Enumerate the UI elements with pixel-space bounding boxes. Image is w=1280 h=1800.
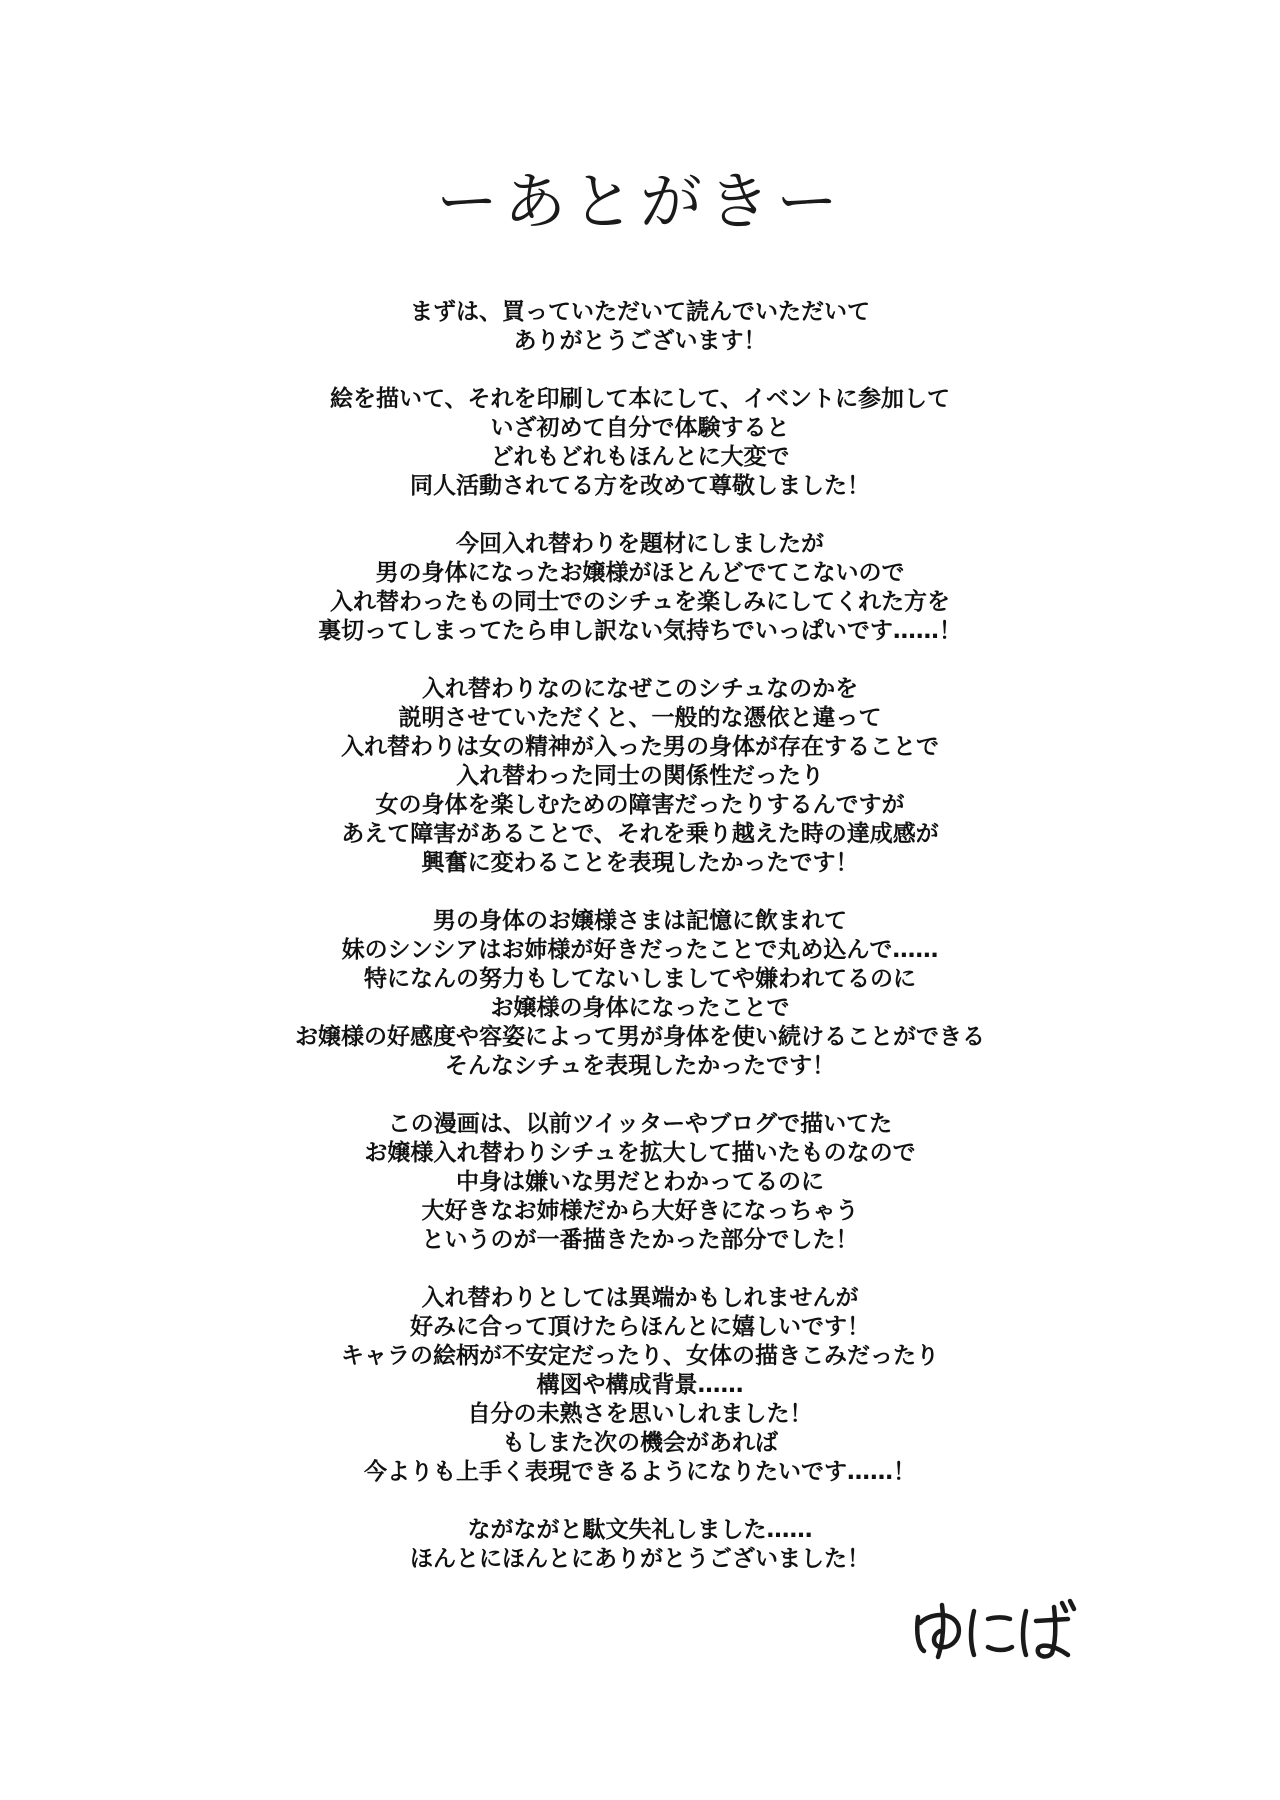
text-line: どれもどれもほんとに大変で [490,444,790,470]
text-line: ありがとうございます！ [513,328,767,354]
text-line: ほんとにほんとにありがとうございました！ [410,1546,870,1572]
text-line: 入れ替わりは女の精神が入った男の身体が存在することで [341,734,939,760]
paragraph [0,907,1280,1081]
text-line: 説明させていただくと、一般的な憑依と違って [398,705,882,731]
text-line: 興奮に変わることを表現したかったです！ [421,850,859,876]
text-line: キャラの絵柄が不安定だったり、女体の描きこみだったり [341,1343,939,1369]
text-line: というのが一番描きたかった部分でした！ [421,1227,859,1253]
paragraph [0,385,1280,501]
text-line: この漫画は、以前ツイッターやブログで描いてた [387,1111,893,1137]
text-line: 好みに合って頂けたらほんとに嬉しいです！ [410,1314,870,1340]
text-line: お嬢様入れ替わりシチュを拡大して描いたものなので [364,1140,916,1166]
text-line: 中身は嫌いな男だとわかってるのに [456,1169,824,1195]
afterword-body [0,298,1280,1603]
text-line: ながながと駄文失礼しました…… [467,1517,813,1543]
paragraph [0,1516,1280,1574]
text-line: お嬢様の身体になったことで [490,995,790,1021]
text-line: 入れ替わりとしては異端かもしれませんが [421,1285,859,1311]
text-line: 妹のシンシアはお姉様が好きだったことで丸め込んで…… [341,937,939,963]
text-line: 今回入れ替わりを題材にしましたが [456,531,824,557]
text-line: 男の身体になったお嬢様がほとんどでてこないので [375,560,905,586]
text-line: 入れ替わりなのになぜこのシチュなのかを [421,676,859,702]
paragraph [0,675,1280,878]
text-line: そんなシチュを表現したかったです！ [444,1053,836,1079]
text-line: 男の身体のお嬢様さまは記憶に飲まれて [433,908,847,934]
page-title: ーあとがきー [435,165,844,238]
text-line: 自分の未熟さを思いしれました！ [467,1401,813,1427]
paragraph [0,298,1280,356]
text-line: あえて障害があることで、それを乗り越えた時の達成感が [341,821,939,847]
paragraph [0,1284,1280,1487]
text-line: 大好きなお姉様だから大好きになっちゃう [421,1198,859,1224]
text-line: お嬢様の好感度や容姿によって男が身体を使い続けることができる [295,1024,985,1050]
text-line: まずは、買っていただいて読んでいただいて [410,299,870,325]
author-signature [908,1595,1078,1665]
text-line: いざ初めて自分で体験すると [490,415,790,441]
text-line: もしまた次の機会があれば [502,1430,778,1456]
text-line: 今よりも上手く表現できるようになりたいです……！ [364,1459,916,1485]
text-line: 入れ替わったもの同士でのシチュを楽しみにしてくれた方を [329,589,951,615]
text-line: 入れ替わった同士の関係性だったり [456,763,824,789]
text-line: 女の身体を楽しむための障害だったりするんですが [375,792,905,818]
text-line: 同人活動されてる方を改めて尊敬しました！ [410,473,870,499]
paragraph [0,1110,1280,1255]
text-line: 特になんの努力もしてないしましてや嫌われてるのに [364,966,916,992]
text-line: 裏切ってしまってたら申し訳ない気持ちでいっぱいです……！ [318,618,962,644]
handwritten-signature [908,1595,1078,1665]
text-line: 構図や構成背景…… [536,1372,744,1398]
text-line: 絵を描いて、それを印刷して本にして、イベントに参加して [329,386,951,412]
paragraph [0,530,1280,646]
